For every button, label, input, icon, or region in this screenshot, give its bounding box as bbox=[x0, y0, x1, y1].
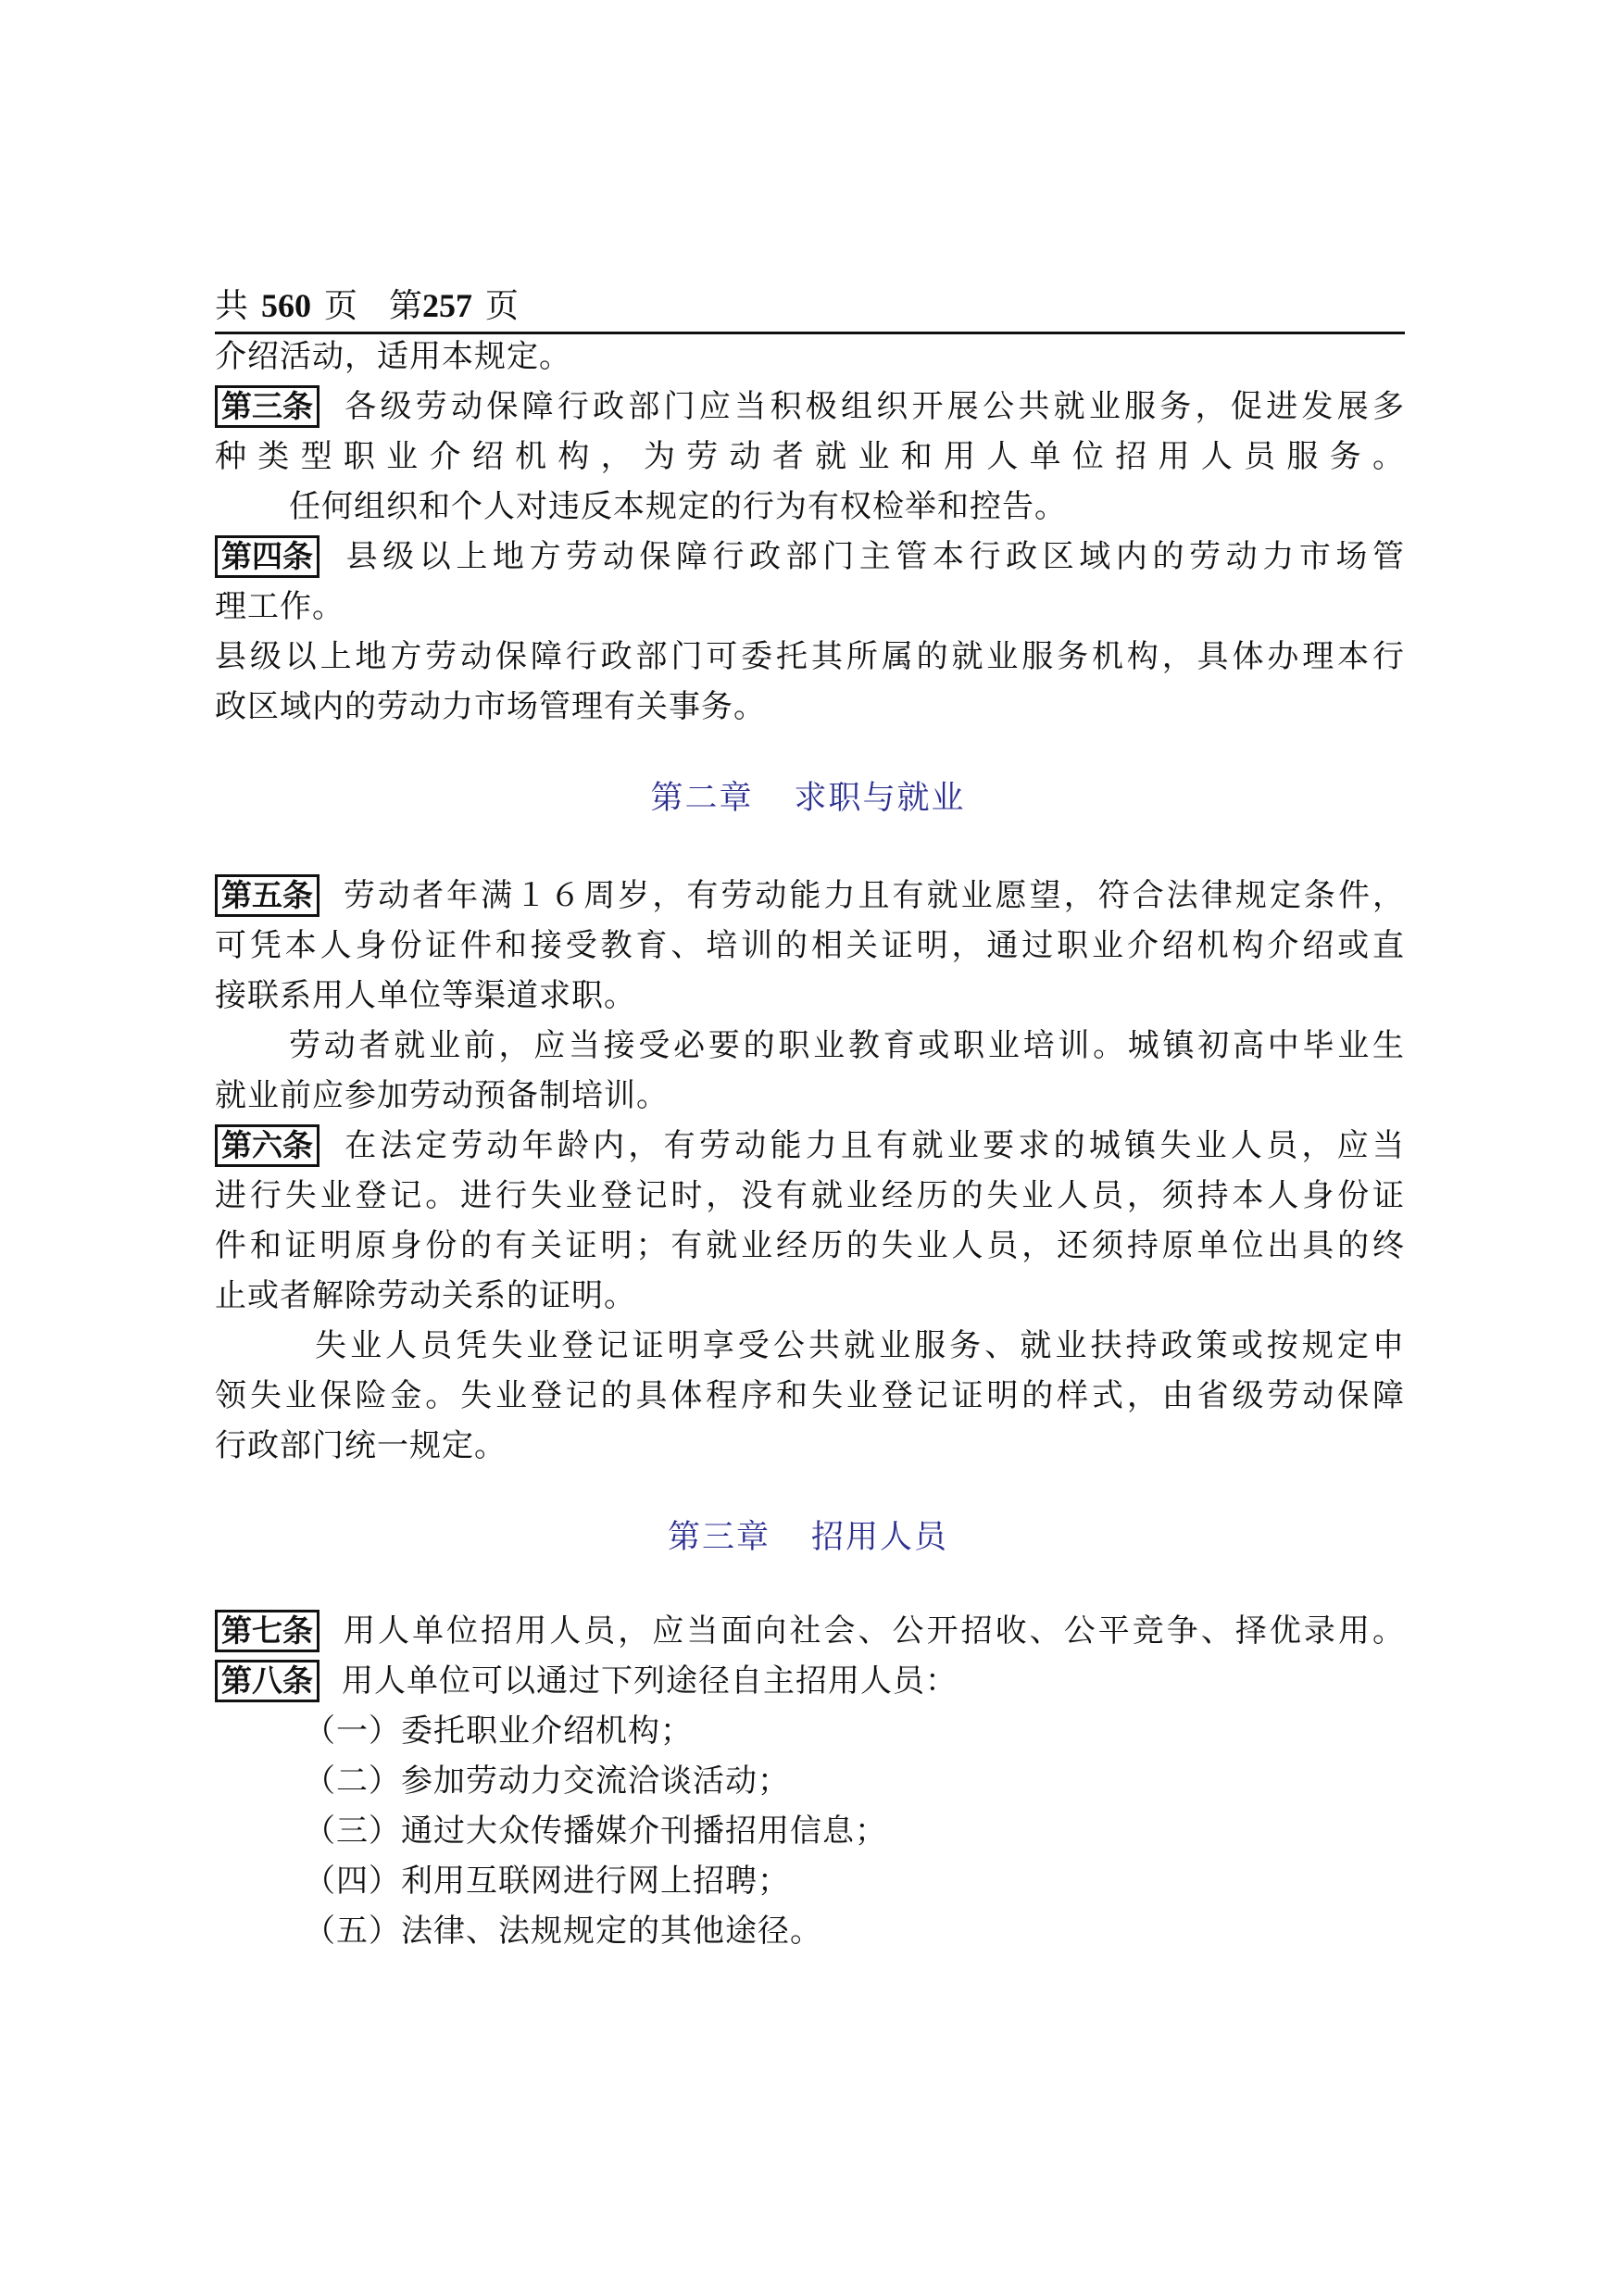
article-3-text: 各级劳动保障行政部门应当积极组织开展公共就业服务，促进发展多 bbox=[342, 388, 1405, 425]
text-line: 接联系用人单位等渠道求职。 bbox=[215, 977, 636, 1014]
chapter-number: 第三章 bbox=[667, 1519, 770, 1556]
article-3-label: 第三条 bbox=[215, 385, 319, 428]
chapter-title: 招用人员 bbox=[811, 1519, 949, 1556]
text-line: 行政部门统一规定。 bbox=[215, 1427, 507, 1464]
header-total-suffix: 页 bbox=[324, 287, 358, 325]
text-line: 介绍活动，适用本规定。 bbox=[215, 338, 571, 375]
text-line: 就业前应参加劳动预备制培训。 bbox=[215, 1077, 669, 1114]
text-line: 种类型职业介绍机构，为劳动者就业和用人单位招用人员服务。 bbox=[215, 438, 1405, 475]
chapter-heading bbox=[0, 1515, 1616, 1560]
article-4-line bbox=[215, 535, 1405, 578]
article-8-text: 用人单位可以通过下列途径自主招用人员： bbox=[342, 1662, 958, 1700]
text-line: 任何组织和个人对违反本规定的行为有权检举和控告。 bbox=[289, 488, 1067, 525]
article-7-label: 第七条 bbox=[215, 1610, 319, 1652]
header-total-pages: 560 bbox=[261, 287, 312, 324]
chapter-number: 第二章 bbox=[650, 780, 754, 817]
article-7-text: 用人单位招用人员，应当面向社会、公开招收、公平竞争、择优录用。 bbox=[342, 1612, 1405, 1650]
list-item: （一）委托职业介绍机构； bbox=[304, 1713, 693, 1750]
text-line: 件和证明原身份的有关证明；有就业经历的失业人员，还须持原单位出具的终 bbox=[215, 1227, 1405, 1264]
list-item: （四）利用互联网进行网上招聘； bbox=[304, 1863, 790, 1900]
text-line: 县级以上地方劳动保障行政部门可委托其所属的就业服务机构，具体办理本行 bbox=[215, 638, 1405, 675]
article-6-label: 第六条 bbox=[215, 1124, 319, 1167]
text-line: 领失业保险金。失业登记的具体程序和失业登记证明的样式，由省级劳动保障 bbox=[215, 1377, 1405, 1414]
text-line: 进行失业登记。进行失业登记时，没有就业经历的失业人员，须持本人身份证 bbox=[215, 1177, 1405, 1214]
list-item: （五）法律、法规规定的其他途径。 bbox=[304, 1913, 822, 1950]
header-current-prefix: 第 bbox=[389, 287, 423, 325]
text-line: 理工作。 bbox=[215, 588, 344, 625]
text-line: 可凭本人身份证件和接受教育、培训的相关证明，通过职业介绍机构介绍或直 bbox=[215, 927, 1405, 964]
header-current-suffix: 页 bbox=[485, 287, 520, 325]
article-8-label: 第八条 bbox=[215, 1660, 319, 1702]
header-total-prefix: 共 bbox=[215, 287, 249, 325]
chapter-heading bbox=[0, 776, 1616, 821]
article-7-line bbox=[215, 1610, 1405, 1652]
chapter-title: 求职与就业 bbox=[794, 780, 966, 817]
article-4-label: 第四条 bbox=[215, 535, 319, 578]
article-4-text: 县级以上地方劳动保障行政部门主管本行政区域内的劳动力市场管 bbox=[342, 538, 1405, 575]
text-line: 止或者解除劳动关系的证明。 bbox=[215, 1277, 636, 1314]
list-item: （三）通过大众传播媒介刊播招用信息； bbox=[304, 1813, 887, 1850]
article-6-line bbox=[215, 1124, 1405, 1167]
page-header bbox=[215, 283, 1405, 334]
text-line: 劳动者就业前，应当接受必要的职业教育或职业培训。城镇初高中毕业生 bbox=[289, 1027, 1405, 1064]
article-5-text: 劳动者年满１６周岁，有劳动能力且有就业愿望，符合法律规定条件， bbox=[342, 877, 1405, 914]
article-3-line bbox=[215, 385, 1405, 428]
text-line: 政区域内的劳动力市场管理有关事务。 bbox=[215, 688, 766, 725]
list-item: （二）参加劳动力交流洽谈活动； bbox=[304, 1763, 790, 1800]
article-8-line bbox=[215, 1660, 958, 1702]
article-5-label: 第五条 bbox=[215, 874, 319, 917]
text-line: 失业人员凭失业登记证明享受公共就业服务、就业扶持政策或按规定申 bbox=[315, 1327, 1405, 1364]
article-6-text: 在法定劳动年龄内，有劳动能力且有就业要求的城镇失业人员，应当 bbox=[342, 1127, 1405, 1164]
header-current-page: 257 bbox=[422, 287, 473, 324]
article-5-line bbox=[215, 874, 1405, 917]
